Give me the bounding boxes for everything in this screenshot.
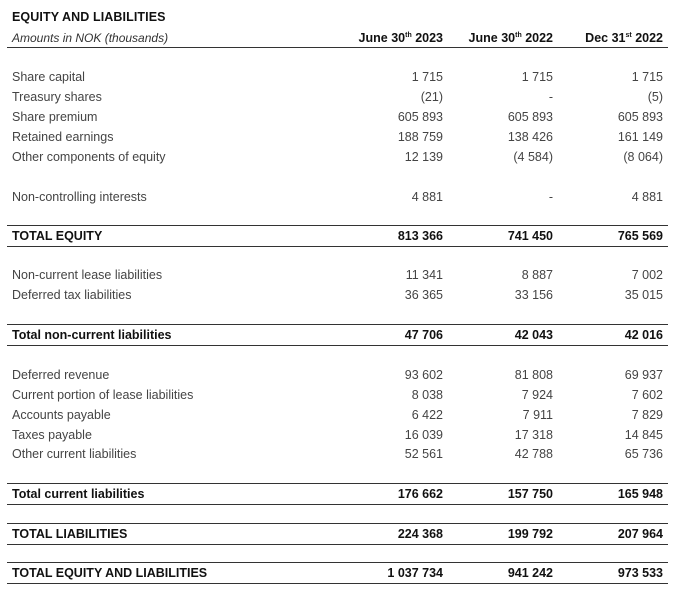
total-noncurrent-top-rule — [7, 324, 668, 325]
value-june-2022: 741 450 — [507, 229, 553, 243]
value-dec-2022: 4 881 — [631, 190, 663, 204]
value-dec-2022: 7 829 — [631, 408, 663, 422]
value-june-2023: 1 715 — [411, 70, 443, 84]
value-june-2022: 941 242 — [507, 566, 553, 580]
value-dec-2022: 7 602 — [631, 388, 663, 402]
table-row — [0, 267, 679, 285]
table-row — [0, 407, 679, 425]
total-equity-top-rule — [7, 225, 668, 226]
value-dec-2022: 605 893 — [617, 110, 663, 124]
value-june-2023: 47 706 — [404, 328, 443, 342]
value-june-2023: 93 602 — [404, 368, 443, 382]
table-row — [0, 69, 679, 87]
value-june-2023: 12 139 — [404, 150, 443, 164]
table-row — [0, 446, 679, 464]
value-june-2023: 176 662 — [397, 487, 443, 501]
row-label: TOTAL EQUITY — [12, 229, 103, 243]
table-row — [0, 189, 679, 207]
row-label: TOTAL EQUITY AND LIABILITIES — [12, 566, 208, 580]
row-label: Taxes payable — [12, 428, 92, 442]
total-equity-and-liabilities-row — [0, 565, 679, 583]
value-dec-2022: 161 149 — [617, 130, 663, 144]
column-header-june-2023: June 30th 2023 — [358, 31, 443, 45]
row-label: Retained earnings — [12, 130, 114, 144]
table-row — [0, 287, 679, 305]
row-label: Total non-current liabilities — [12, 328, 172, 342]
row-label: Non-controlling interests — [12, 190, 147, 204]
row-label: TOTAL LIABILITIES — [12, 527, 128, 541]
row-label: Accounts payable — [12, 408, 111, 422]
total-liabilities-row — [0, 526, 679, 544]
value-june-2022: (4 584) — [513, 150, 553, 164]
value-june-2023: 16 039 — [404, 428, 443, 442]
column-header-june-2022: June 30th 2022 — [468, 31, 553, 45]
total-current-bottom-rule — [7, 504, 668, 505]
value-dec-2022: 973 533 — [617, 566, 663, 580]
value-june-2022: 7 911 — [522, 408, 553, 422]
grand-total-top-rule — [7, 562, 668, 563]
row-label: Other current liabilities — [12, 447, 137, 461]
row-label: Total current liabilities — [12, 487, 145, 501]
total-noncurrent-bottom-rule — [7, 345, 668, 346]
header-divider — [7, 47, 668, 48]
value-dec-2022: 207 964 — [617, 527, 663, 541]
value-june-2022: 605 893 — [507, 110, 553, 124]
value-dec-2022: (8 064) — [623, 150, 663, 164]
total-current-top-rule — [7, 483, 668, 484]
value-june-2023: 8 038 — [411, 388, 443, 402]
total-current-row — [0, 486, 679, 504]
total-equity-bottom-rule — [7, 246, 668, 247]
total-liabilities-bottom-rule — [7, 544, 668, 545]
total-liabilities-top-rule — [7, 523, 668, 524]
value-june-2022: 8 887 — [521, 268, 553, 282]
row-label: Current portion of lease liabilities — [12, 388, 194, 402]
statement-title: EQUITY AND LIABILITIES — [12, 10, 166, 24]
value-june-2023: 224 368 — [397, 527, 443, 541]
value-june-2023: 605 893 — [397, 110, 443, 124]
value-june-2022: 1 715 — [521, 70, 553, 84]
value-june-2023: 6 422 — [411, 408, 443, 422]
value-june-2022: 7 924 — [521, 388, 553, 402]
table-row — [0, 149, 679, 167]
value-june-2022: 42 043 — [514, 328, 553, 342]
row-label: Other components of equity — [12, 150, 166, 164]
value-june-2022: - — [548, 190, 553, 204]
value-june-2022: 81 808 — [514, 368, 553, 382]
value-june-2022: 199 792 — [507, 527, 553, 541]
row-label: Deferred tax liabilities — [12, 288, 132, 302]
value-june-2023: 52 561 — [404, 447, 443, 461]
value-june-2022: 17 318 — [514, 428, 553, 442]
value-june-2022: - — [548, 90, 553, 104]
value-dec-2022: 1 715 — [631, 70, 663, 84]
value-june-2023: 813 366 — [397, 229, 443, 243]
table-row — [0, 89, 679, 107]
value-june-2023: 11 341 — [405, 268, 443, 282]
row-label: Share premium — [12, 110, 98, 124]
row-label: Deferred revenue — [12, 368, 110, 382]
table-row — [0, 427, 679, 445]
value-june-2022: 138 426 — [507, 130, 553, 144]
row-label: Treasury shares — [12, 90, 102, 104]
value-dec-2022: 765 569 — [617, 229, 663, 243]
value-dec-2022: 69 937 — [624, 368, 663, 382]
column-header-dec-2022: Dec 31st 2022 — [585, 31, 663, 45]
value-dec-2022: 42 016 — [624, 328, 663, 342]
table-row — [0, 367, 679, 385]
table-row — [0, 109, 679, 127]
grand-total-bottom-rule — [7, 583, 668, 584]
value-dec-2022: 7 002 — [631, 268, 663, 282]
total-equity-row — [0, 228, 679, 246]
value-june-2022: 33 156 — [514, 288, 553, 302]
value-dec-2022: 14 845 — [624, 428, 663, 442]
table-row — [0, 129, 679, 147]
table-row — [0, 387, 679, 405]
value-june-2022: 42 788 — [514, 447, 553, 461]
value-dec-2022: (5) — [647, 90, 663, 104]
value-dec-2022: 65 736 — [624, 447, 663, 461]
value-june-2023: 1 037 734 — [387, 566, 443, 580]
total-noncurrent-row — [0, 327, 679, 345]
value-june-2023: (21) — [420, 90, 443, 104]
value-dec-2022: 35 015 — [624, 288, 663, 302]
row-label: Non-current lease liabilities — [12, 268, 163, 282]
value-june-2023: 4 881 — [411, 190, 443, 204]
value-june-2022: 157 750 — [507, 487, 553, 501]
value-june-2023: 188 759 — [397, 130, 443, 144]
value-june-2023: 36 365 — [404, 288, 443, 302]
value-dec-2022: 165 948 — [617, 487, 663, 501]
row-label: Share capital — [12, 70, 85, 84]
statement-subtitle: Amounts in NOK (thousands) — [12, 31, 169, 45]
